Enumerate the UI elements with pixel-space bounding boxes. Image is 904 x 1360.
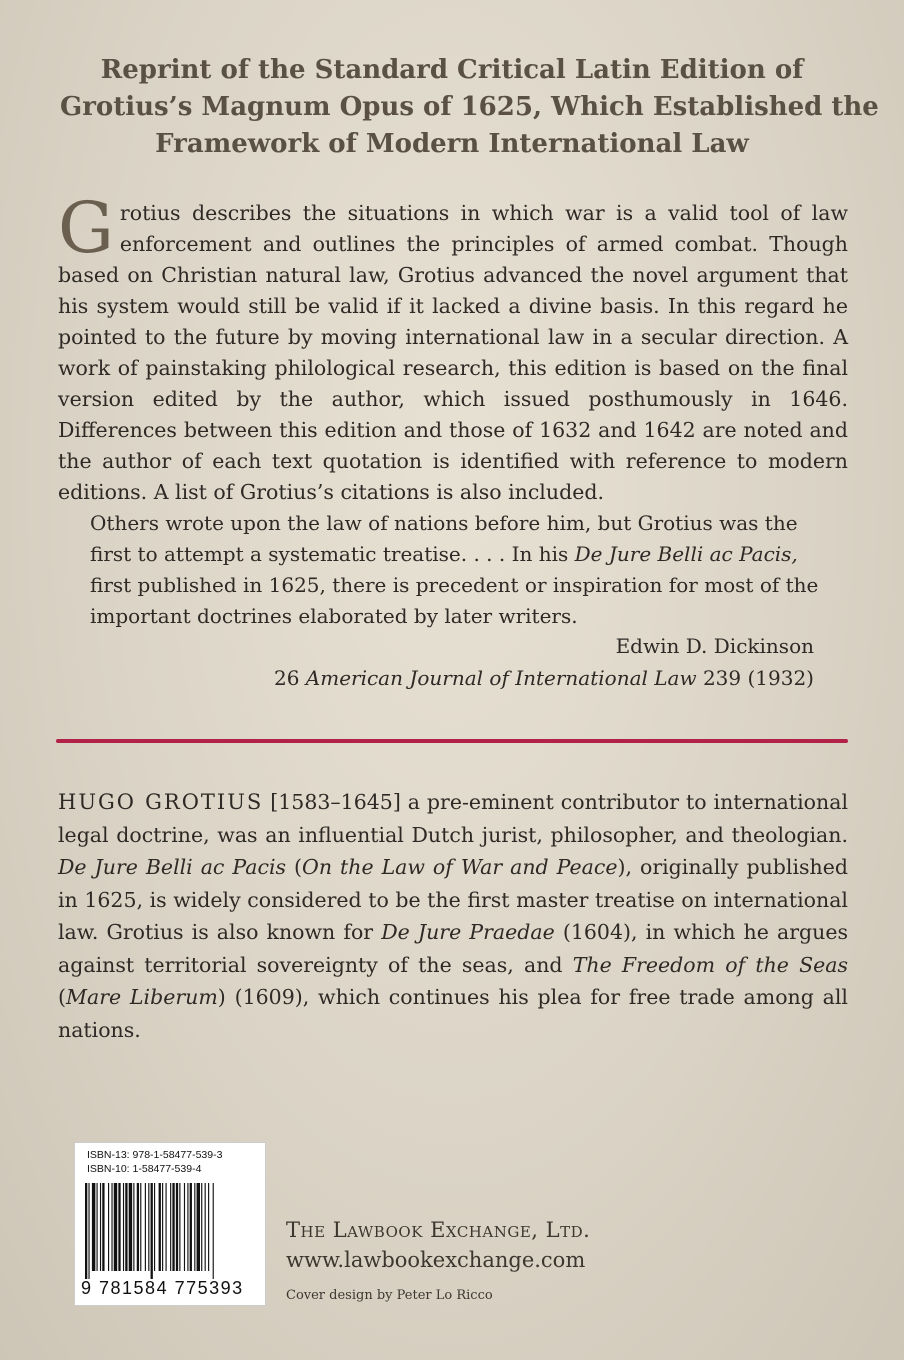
- drop-cap: G: [58, 187, 114, 269]
- quote-text-1: Others wrote upon the law of nations before him, but Grotius was the first to attempt a systematic treatise. . . . In his: [90, 511, 798, 566]
- quote-text-2: first published in 1625, there is precedent or inspiration for most of the important doctrines elaborated by later writers.: [90, 573, 819, 628]
- publisher-name: The Lawbook Exchange, Ltd.: [286, 1218, 591, 1242]
- bio-text-4: (1604), in which he argues against territorial sovereignty of the seas, and: [58, 920, 848, 977]
- headline-line-2: Grotius’s Magnum Opus of 1625, Which Established the: [60, 92, 879, 122]
- citation-volume: 26: [273, 666, 306, 690]
- isbn-barcode: [74, 1142, 266, 1306]
- author-name: HUGO GROTIUS: [58, 790, 264, 814]
- bio-text-3: ), originally published in 1625, is widely considered to be the first master treatise on international law. Grotius is also known for: [58, 855, 848, 944]
- isbn-10: ISBN-10: 1-58477-539-4: [87, 1163, 202, 1175]
- headline: [60, 52, 879, 163]
- publisher-block: [286, 1215, 590, 1275]
- bio-title-3: De Jure Praedae: [381, 920, 555, 944]
- bio-text-6: ) (1609), which continues his plea for free trade among all nations.: [58, 985, 848, 1042]
- section-divider: [56, 739, 848, 743]
- barcode-bars: [83, 1183, 257, 1279]
- publisher-url: www.lawbookexchange.com: [286, 1248, 586, 1272]
- headline-line-1: Reprint of the Standard Critical Latin Edition of: [100, 55, 804, 85]
- citation-journal: American Journal of International Law: [305, 666, 697, 690]
- quote-title: De Jure Belli ac Pacis,: [574, 542, 798, 566]
- review-quote: [90, 508, 830, 632]
- bio-text-1: [1583–1645] a pre-eminent contributor to international legal doctrine, was an influential Dutch jurist, philosopher, and theologian.: [58, 790, 848, 847]
- cover-credit: Cover design by Peter Lo Ricco: [286, 1288, 493, 1303]
- bio-title-2: On the Law of War and Peace: [302, 855, 618, 879]
- citation-rest: 239 (1932): [696, 666, 814, 690]
- quote-author: Edwin D. Dickinson: [615, 634, 814, 658]
- bio-text-5: (: [58, 985, 66, 1009]
- barcode-digits: 9 781584 775393: [81, 1278, 244, 1298]
- bio-title-1: De Jure Belli ac Pacis: [58, 855, 287, 879]
- quote-citation: [274, 662, 814, 694]
- quote-attribution: [274, 630, 814, 694]
- author-bio: [58, 786, 848, 1046]
- description-text: rotius describes the situations in which war is a valid tool of law enforcement and outlines the principles of armed combat. Though based on Christian natural law, Grotius advanced the novel argument that his system would still be valid if it lacked a divine basis. In this regard he pointed to the future by moving international law in a secular direction. A work of painstaking philological research, this edition is based on the final version edited by the author, which issued posthumously in 1646. Differences between this edition and those of 1632 and 1642 are noted and the author of each text quotation is identified with reference to modern editions. A list of Grotius’s citations is also included.: [58, 201, 848, 504]
- isbn-13: ISBN-13: 978-1-58477-539-3: [87, 1149, 223, 1161]
- headline-line-3: Framework of Modern International Law: [155, 129, 749, 159]
- bio-title-5: Mare Liberum: [66, 985, 218, 1009]
- bio-title-4: The Freedom of the Seas: [572, 952, 849, 977]
- bio-text-2: (: [286, 855, 303, 879]
- description-paragraph: [58, 187, 848, 508]
